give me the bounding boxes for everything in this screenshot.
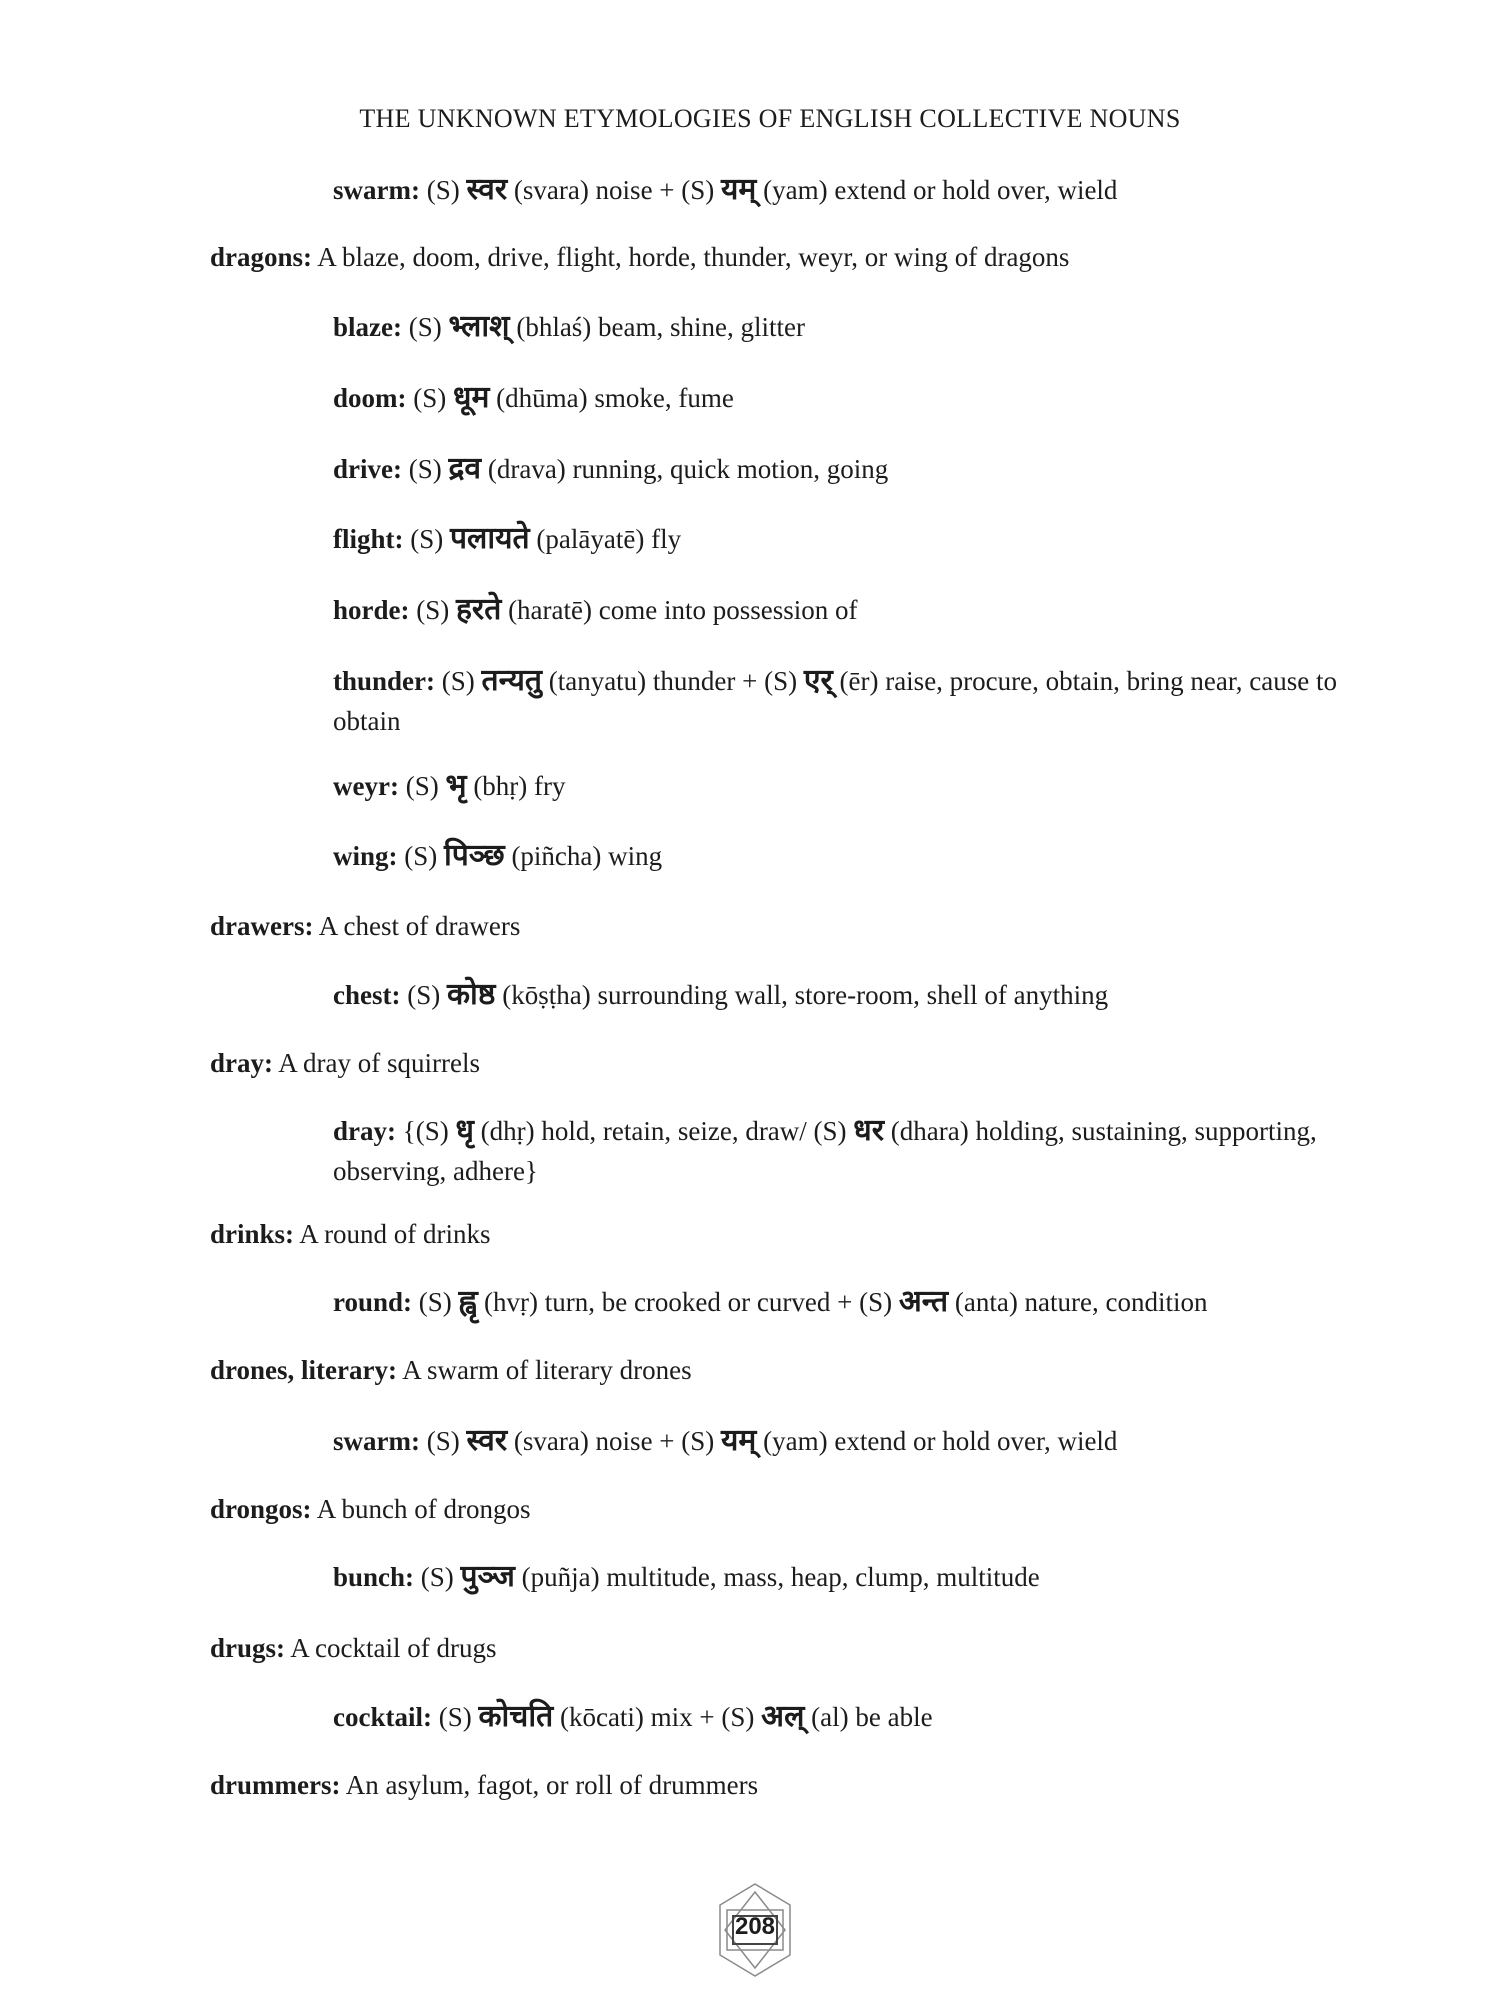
etymology-line [333,661,1343,741]
sanskrit-word: हरते [456,592,502,627]
etymology-line [333,766,566,806]
entry-term: bunch: [333,1562,415,1592]
etymology-line [333,378,734,418]
sanskrit-word: यम् [721,1423,757,1458]
sanskrit-word: स्वर [466,172,508,207]
definition-text: (svara) noise + (S) [507,175,722,205]
entry-term: drongos: [210,1494,312,1524]
definition-text: A chest of drawers [313,911,521,941]
sanskrit-word: धर [853,1113,885,1148]
sanskrit-word: पलायते [450,521,530,556]
definition-text: (S) [435,666,482,696]
entry-term: wing: [333,841,398,871]
entry-term: chest: [333,980,401,1010]
definition-text: (S) [397,841,445,871]
entry-heading [210,1628,496,1668]
etymology-line [333,170,1117,210]
sanskrit-word: यम् [721,172,757,207]
sanskrit-word: पिञ्छ [444,838,505,873]
definition-text: (dhara) holding, sustaining, supporting, observing, adhere} [333,1116,1317,1186]
definition-text: (yam) extend or hold over, wield [756,175,1118,205]
etymology-line [333,519,681,559]
entry-heading [210,1765,758,1805]
etymology-line [333,590,857,630]
sanskrit-word: भृ [445,768,467,803]
definition-text: (bhlaś) beam, shine, glitter [509,312,805,342]
entry-term: drugs: [210,1633,286,1663]
definition-text: (S) [412,1287,459,1317]
entry-heading [210,1214,491,1254]
sanskrit-word: कोष्ठ [446,977,496,1012]
sanskrit-word: स्वर [466,1423,508,1458]
entry-term: cocktail: [333,1702,432,1732]
definition-text: (S) [401,454,449,484]
entry-term: dragons: [210,242,313,272]
entry-heading [210,1350,692,1390]
etymology-line [333,307,805,347]
etymology-line [333,1421,1117,1461]
definition-text: (piñcha) wing [504,841,663,871]
sanskrit-word: एर् [803,663,833,698]
etymology-line [333,1557,1040,1597]
sanskrit-word: धूम [453,380,490,415]
entry-term: swarm: [333,1426,420,1456]
entry-term: round: [333,1287,413,1317]
running-header: THE UNKNOWN ETYMOLOGIES OF ENGLISH COLLECTIVE NOUNS [359,104,1181,133]
entry-heading [210,906,520,946]
definition-text: A cocktail of drugs [285,1633,497,1663]
definition-text: (tanyatu) thunder + (S) [541,666,804,696]
definition-text: A round of drinks [294,1219,491,1249]
definition-text: (dhūma) smoke, fume [489,383,734,413]
definition-text: A bunch of drongos [311,1494,531,1524]
etymology-line [333,449,888,489]
entry-term: thunder: [333,666,436,696]
entry-term: drinks: [210,1219,295,1249]
definition-text: (S) [406,383,453,413]
entry-term: drones, literary: [210,1355,397,1385]
definition-text: A swarm of literary drones [396,1355,692,1385]
etymology-line [333,1282,1208,1322]
definition-text: An asylum, fagot, or roll of drummers [340,1770,759,1800]
definition-text: (S) [419,1426,467,1456]
definition-text: (kōṣṭha) surrounding wall, store-room, shell of anything [495,980,1109,1010]
etymology-line [333,1697,933,1737]
definition-text: (S) [400,980,447,1010]
entry-heading [210,237,1069,277]
entry-term: dray: [333,1116,396,1146]
sanskrit-word: भ्लाश् [448,309,510,344]
definition-text: (dhṛ) hold, retain, seize, draw/ (S) [473,1116,854,1146]
definition-text: (drava) running, quick motion, going [481,454,889,484]
sanskrit-word: तन्यतु [481,663,542,698]
sanskrit-word: अन्त [898,1284,949,1319]
definition-text: {(S) [396,1116,456,1146]
entry-term: flight: [333,524,404,554]
definition-text: (anta) nature, condition [948,1287,1208,1317]
definition-text: (al) be able [804,1702,933,1732]
entry-term: blaze: [333,312,402,342]
definition-text: (S) [398,771,446,801]
definition-text: (hvṛ) turn, be crooked or curved + (S) [477,1287,899,1317]
definition-text: (palāyatē) fly [529,524,682,554]
sanskrit-word: धृ [455,1113,474,1148]
entry-term: drummers: [210,1770,341,1800]
entry-term: doom: [333,383,407,413]
entry-term: swarm: [333,175,420,205]
entry-term: dray: [210,1048,273,1078]
etymology-line [333,836,662,876]
sanskrit-word: द्रव [448,451,482,486]
definition-text: (bhṛ) fry [466,771,566,801]
entry-term: drive: [333,454,402,484]
definition-text: (puñja) multitude, mass, heap, clump, multitude [514,1562,1040,1592]
sanskrit-word: कोचति [478,1699,554,1734]
definition-text: (svara) noise + (S) [507,1426,722,1456]
definition-text: A dray of squirrels [273,1048,480,1078]
entry-heading [210,1489,531,1529]
entry-term: horde: [333,595,410,625]
definition-text: (S) [409,595,456,625]
entry-term: drawers: [210,911,314,941]
definition-text: (S) [403,524,450,554]
definition-text: (S) [414,1562,461,1592]
page-number-ornament [705,1880,805,1980]
definition-text: (S) [431,1702,479,1732]
page-number: 208 [734,1913,776,1940]
entry-term: weyr: [333,771,399,801]
etymology-line [333,975,1108,1015]
definition-text: (ēr) raise, procure, obtain, bring near, cause to obtain [333,666,1337,736]
definition-text: (kōcati) mix + (S) [553,1702,762,1732]
sanskrit-word: अल् [761,1699,805,1734]
sanskrit-word: पुञ्ज [460,1559,515,1594]
definition-text: (haratē) come into possession of [501,595,858,625]
sanskrit-word: ह्वृ [458,1284,478,1319]
definition-text: A blaze, doom, drive, flight, horde, thunder, weyr, or wing of dragons [312,242,1070,272]
definition-text: (yam) extend or hold over, wield [756,1426,1118,1456]
entry-heading [210,1043,480,1083]
etymology-line [333,1111,1343,1191]
definition-text: (S) [419,175,467,205]
definition-text: (S) [401,312,449,342]
